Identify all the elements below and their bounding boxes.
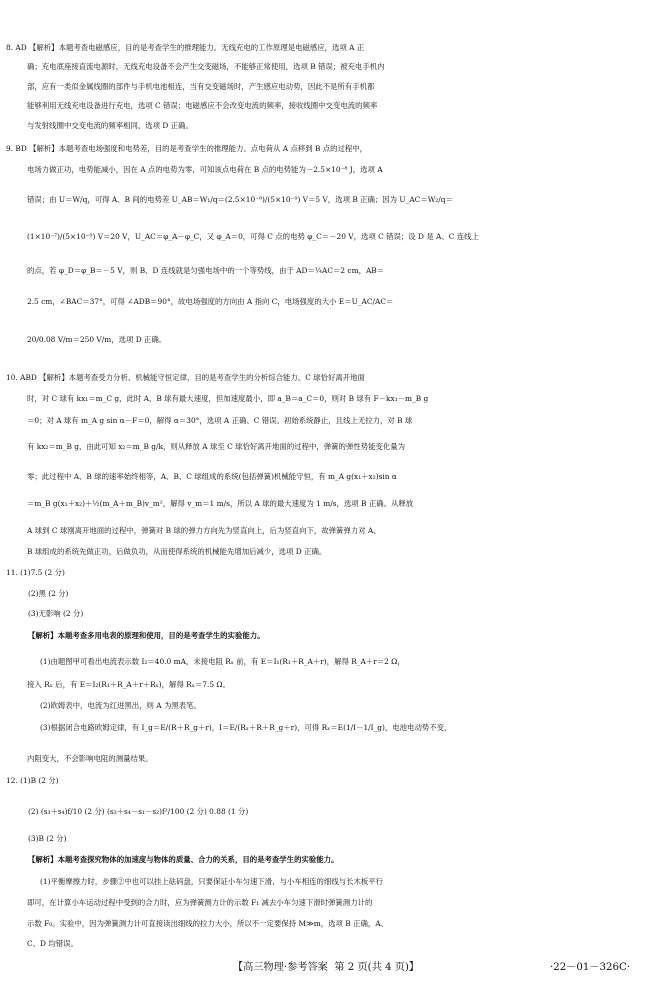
answer-12-part: 12. (1)B (2 分) [6,776,59,785]
answer-10-line: 10. ABD 【解析】本题考查受力分析、机械能守恒定律，目的是考查学生的分析综合能力。C 球恰好离开地面 [6,373,365,382]
answer-10-line: ＝m_B g(x₁＋x₂)＋½(m_A＋m_B)v_m²，解得 v_m＝1 m/s，所以 A 球的最大速度为 1 m/s，选项 B 正确。从释放 [27,499,414,508]
answer-12-part: (3)B (2 分) [28,834,67,843]
answer-9-line: 电场力做正功，电势能减小，因在 A 点的电势为零，可知该点电荷在 B 点的电势能为－2.5×10⁻⁸ J，选项 A [27,165,383,174]
footer-code: ·22－01－326C· [549,962,630,973]
answer-8-line: 能够利用无线充电设备进行充电，选项 C 错误；电磁感应不会改变电流的频率，接收线圈中交变电流的频率 [27,101,378,110]
answer-12-line: C、D 均错误。 [27,939,78,948]
answer-10-line: A 球到 C 球刚离开地面的过程中，弹簧对 B 球的弹力方向先为竖直向上，后为竖直向下，故弹簧弹力对 A、 [27,526,381,535]
answer-11-part: 11. (1)7.5 (2 分) [6,568,65,577]
answer-12-line: 即可，在计算小车运动过程中受到的合力时，应为弹簧测力计的示数 F₁ 减去小车匀速下滑时弹簧测力计的 [27,898,373,907]
answer-10-line: 时，对 C 球有 kx₁＝m_C g，此时 A、B 球有最大速度，但加速度最小，即 a_B＝a_C＝0，则对 B 球有 F－kx₁－m_B g [27,394,429,403]
answer-12-line: (1)平衡摩擦力时，步骤②中也可以挂上砝码盘，只要保证小车匀速下滑，与小车相连的细线与长木板平行 [40,877,384,886]
answer-8-line: 与发射线圈中交变电流的频率相同，选项 D 正确。 [27,121,193,130]
answer-11-analysis-heading: 【解析】本题考查多用电表的原理和使用，目的是考查学生的实验能力。 [28,631,265,640]
answer-9-line: 9. BD 【解析】本题考查电场强度和电势差，目的是考查学生的推理能力。点电荷从 A 点移到 B 点的过程中， [6,144,368,153]
answer-8-line: 确；充电底座接直流电源时，无线充电设备不会产生交变磁场，不能够正常使用，选项 B 错误；被充电手机内 [27,62,385,71]
answer-11-line: (3)根据闭合电路欧姆定律，有 I_g＝E/(R＋R_g＋r)，I＝E/(Rₓ＋R＋R_g＋r)，可得 Rₓ＝E(1/I－1/I_g)，电池电动势不变， [40,723,452,732]
answer-11-line: (2)欧姆表中，电流为红进黑出，则 A 为黑表笔。 [40,701,201,710]
answer-8-line: 部，应有一类似金属线圈的部件与手机电池相连，当有交变磁场时，产生感应电动势，因此不是所有手机都 [27,82,375,91]
answer-11-part: (3)无影响 (2 分) [28,609,84,618]
answer-12-analysis-heading: 【解析】本题考查探究物体的加速度与物体的质量、合力的关系，目的是考查学生的实验能力。 [28,855,339,864]
answer-9-line: (1×10⁻⁷)/(5×10⁻⁹) V＝20 V，U_AC＝φ_A－φ_C，又 φ_A＝0，可得 C 点的电势 φ_C＝－20 V，选项 C 错误；设 D 是 A、C 连线上 [27,232,479,241]
answer-10-line: 零；此过程中 A、B 球的速率始终相等，A、B、C 球组成的系统(包括弹簧)机械能守恒，有 m_A g(x₁＋x₂)sin α [27,472,397,481]
answer-11-line: (1)由题图甲可看出电流表示数 I₂＝40.0 mA，未接电阻 Rₓ 前，有 E＝I₁(R₁＋R_A＋r)，解得 R_A＋r＝2 Ω， [40,657,405,666]
answer-10-line: B 球组成的系统先做正功，后做负功，从而使得系统的机械能先增加后减少，选项 D 正确。 [27,547,327,556]
answer-12-part: (2) (s₃＋s₄)f/10 (2 分) (s₃＋s₄－s₁－s₂)f²/100 (2 分) 0.88 (1 分) [28,807,249,816]
answer-9-line: 错误；由 U＝W/q，可得 A、B 间的电势差 U_AB＝W₁/q＝(2.5×10⁻⁸)/(5×10⁻⁹) V＝5 V，选项 B 正确；因为 U_AC＝W₂/q＝ [27,195,453,204]
answer-11-part: (2)黑 (2 分) [28,589,69,598]
page-footer [0,958,652,974]
footer-page-info: 【高三物理·参考答案 第 2 页(共 4 页)】 [232,962,420,973]
answer-9-line: 2.5 cm，∠BAC＝37°，可得 ∠ADB＝90°，故电场强度的方向由 A 指向 C，电场强度的大小 E＝U_AC/AC＝ [27,297,394,306]
answer-10-line: 有 kx₂＝m_B g，由此可知 x₂＝m_B g/k，则从释放 A 球至 C 球恰好离开地面的过程中，弹簧的弹性势能变化量为 [27,442,406,451]
answer-10-line: ＝0；对 A 球有 m_A g sin α－F＝0，解得 α＝30°，选项 A 正确、C 错误。初始系统静止，且线上无拉力，对 B 球 [27,416,413,425]
answer-8-line: 8. AD 【解析】本题考查电磁感应，目的是考查学生的推理能力。无线充电的工作原理是电磁感应，选项 A 正 [6,43,365,52]
answer-9-line: 20/0.08 V/m＝250 V/m，选项 D 正确。 [27,335,167,344]
answer-11-line: 接入 Rₓ 后，有 E＝I₂(R₁＋R_A＋r＋Rₓ)，解得 Rₓ＝7.5 Ω。 [27,680,230,689]
answer-9-line: 的点，若 φ_D＝φ_B＝－5 V，则 B、D 连线就是匀强电场中的一个等势线，由于 AD＝¼AC＝2 cm，AB＝ [27,266,385,275]
answer-11-line: 内阻变大，不会影响电阻的测量结果。 [27,754,153,763]
answer-12-line: 示数 F₀。实验中，因为弹簧测力计可直接读出细线的拉力大小，所以不一定要保持 M≫m，选项 B 正确，A、 [27,919,388,928]
